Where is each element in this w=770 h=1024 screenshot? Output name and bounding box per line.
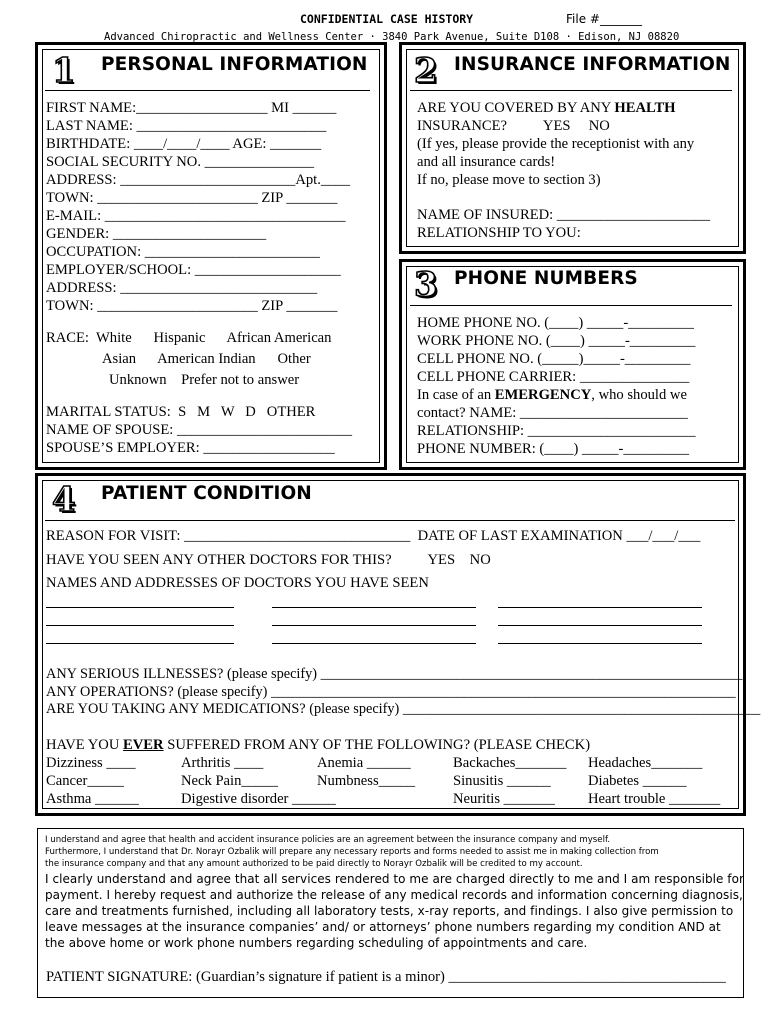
race-options-1[interactable]: RACE: White Hispanic African American xyxy=(46,330,332,346)
condition-checkbox[interactable]: Headaches_______ xyxy=(588,755,703,771)
condition-checkbox[interactable]: Sinusitis ______ xyxy=(453,773,551,789)
doctor-line[interactable] xyxy=(46,607,234,608)
health-coverage-question: ARE YOU COVERED BY ANY HEALTH xyxy=(417,100,676,116)
patient-signature-field[interactable]: PATIENT SIGNATURE: (Guardian’s signature if patient is a minor) ______________________________________ xyxy=(46,969,726,985)
reason-for-visit-field[interactable]: REASON FOR VISIT: _______________________________ DATE OF LAST EXAMINATION ___/___/___ xyxy=(46,528,701,544)
condition-checkbox[interactable]: Numbness_____ xyxy=(317,773,416,789)
section-3-title: PHONE NUMBERS xyxy=(454,268,638,289)
form-title: CONFIDENTIAL CASE HISTORY xyxy=(300,12,474,26)
section-1-title: PERSONAL INFORMATION xyxy=(101,54,368,75)
spouse-name-field[interactable]: NAME OF SPOUSE: ________________________ xyxy=(46,422,353,438)
condition-checkbox[interactable]: Digestive disorder ______ xyxy=(181,791,336,807)
section-2-title: INSURANCE INFORMATION xyxy=(454,54,731,75)
other-doctors-question[interactable]: HAVE YOU SEEN ANY OTHER DOCTORS FOR THIS? YES NO xyxy=(46,552,491,568)
email-field[interactable]: E-MAIL: _________________________________ xyxy=(46,208,346,224)
practice-address: Advanced Chiropractic and Wellness Center · 3840 Park Avenue, Suite D108 · Edison, NJ 08820 xyxy=(104,31,680,43)
insurance-note-2: and all insurance cards! xyxy=(417,154,556,170)
emergency-contact-name-field[interactable]: contact? NAME: _______________________ xyxy=(417,405,688,421)
spouse-employer-field[interactable]: SPOUSE’S EMPLOYER: __________________ xyxy=(46,440,335,456)
relationship-field[interactable]: RELATIONSHIP TO YOU: xyxy=(417,225,581,241)
consent-small-2: Furthermore, I understand that Dr. Norayr Ozbalik will prepare any necessary reports and forms needed to assist me in making collection from xyxy=(45,847,659,857)
section-1-rule xyxy=(45,90,370,91)
employer-field[interactable]: EMPLOYER/SCHOOL: ____________________ xyxy=(46,262,341,278)
birthdate-field[interactable]: BIRTHDATE: ____/____/____ AGE: _______ xyxy=(46,136,322,152)
consent-small-1: I understand and agree that health and accident insurance policies are an agreement between the insurance company and myself. xyxy=(45,835,611,845)
section-3-number: 3 xyxy=(414,265,438,305)
gender-field[interactable]: GENDER: _____________________ xyxy=(46,226,267,242)
serious-illnesses-field[interactable]: ANY SERIOUS ILLNESSES? (please specify) ___________________________________________________________ xyxy=(46,666,743,682)
condition-checkbox[interactable]: Anemia ______ xyxy=(317,755,411,771)
section-2-number: 2 xyxy=(414,51,438,91)
condition-checkbox[interactable]: Asthma ______ xyxy=(46,791,139,807)
condition-checkbox[interactable]: Arthritis ____ xyxy=(181,755,264,771)
consent-small-3: the insurance company and that any amount authorized to be paid directly to Norayr Ozbalik will be credited to my account. xyxy=(45,859,583,869)
last-name-field[interactable]: LAST NAME: __________________________ xyxy=(46,118,327,134)
emergency-question: In case of an EMERGENCY, who should we xyxy=(417,387,687,403)
condition-checkbox[interactable]: Neck Pain_____ xyxy=(181,773,278,789)
section-4-number: 4 xyxy=(52,480,76,520)
section-4-title: PATIENT CONDITION xyxy=(101,483,312,504)
doctor-line[interactable] xyxy=(272,607,476,608)
employer-town-field[interactable]: TOWN: ______________________ ZIP _______ xyxy=(46,298,338,314)
name-of-insured-field[interactable]: NAME OF INSURED: _____________________ xyxy=(417,207,711,223)
consent-text-3: care and treatments furnished, including all laboratory tests, x-ray reports, and findings. I also give permission to xyxy=(45,904,734,918)
doctor-line[interactable] xyxy=(46,625,234,626)
cell-phone-field[interactable]: CELL PHONE NO. (_____)_____-_________ xyxy=(417,351,691,367)
consent-text-2: payment. I hereby request and authorize the release of any medical records and information concerning diagnosis, xyxy=(45,888,743,902)
condition-checkbox[interactable]: Diabetes ______ xyxy=(588,773,687,789)
cell-carrier-field[interactable]: CELL PHONE CARRIER: _______________ xyxy=(417,369,690,385)
consent-text-1: I clearly understand and agree that all services rendered to me are charged directly to me and I am responsible for xyxy=(45,872,744,886)
race-options-3[interactable]: Unknown Prefer not to answer xyxy=(109,372,300,388)
condition-checkbox[interactable]: Backaches_______ xyxy=(453,755,567,771)
race-options-2[interactable]: Asian American Indian Other xyxy=(102,351,311,367)
address-field[interactable]: ADDRESS: ________________________Apt.____ xyxy=(46,172,351,188)
consent-text-4: leave messages at the insurance companies’ and/ or attorneys’ phone numbers regarding my condition AND at xyxy=(45,920,721,934)
doctor-names-label: NAMES AND ADDRESSES OF DOCTORS YOU HAVE SEEN xyxy=(46,575,429,591)
marital-status-options[interactable]: MARITAL STATUS: S M W D OTHER xyxy=(46,404,316,420)
employer-address-field[interactable]: ADDRESS: ___________________________ xyxy=(46,280,318,296)
insurance-note-1: (If yes, please provide the receptionist with any xyxy=(417,136,695,152)
occupation-field[interactable]: OCCUPATION: ________________________ xyxy=(46,244,320,260)
doctor-line[interactable] xyxy=(498,643,702,644)
file-number-label: File #_______ xyxy=(566,12,642,26)
doctor-line[interactable] xyxy=(498,625,702,626)
doctor-line[interactable] xyxy=(46,643,234,644)
town-field[interactable]: TOWN: ______________________ ZIP _______ xyxy=(46,190,338,206)
condition-checkbox[interactable]: Dizziness ____ xyxy=(46,755,136,771)
consent-text-5: the above home or work phone numbers regarding scheduling of appointments and care. xyxy=(45,936,588,950)
insurance-note-3: If no, please move to section 3) xyxy=(417,172,601,188)
condition-checkbox[interactable]: Heart trouble _______ xyxy=(588,791,721,807)
section-4-rule xyxy=(45,520,735,521)
doctor-line[interactable] xyxy=(272,625,476,626)
emergency-relationship-field[interactable]: RELATIONSHIP: _______________________ xyxy=(417,423,696,439)
condition-checkbox[interactable]: Cancer_____ xyxy=(46,773,124,789)
conditions-question: HAVE YOU EVER SUFFERED FROM ANY OF THE FOLLOWING? (PLEASE CHECK) xyxy=(46,737,591,753)
section-1-number: 1 xyxy=(52,51,76,91)
condition-checkbox[interactable]: Neuritis _______ xyxy=(453,791,555,807)
insurance-yes-no[interactable]: INSURANCE? YES NO xyxy=(417,118,610,134)
operations-field[interactable]: ANY OPERATIONS? (please specify) _________________________________________________________________ xyxy=(46,684,736,700)
doctor-line[interactable] xyxy=(498,607,702,608)
emergency-phone-field[interactable]: PHONE NUMBER: (____) _____-_________ xyxy=(417,441,690,457)
medications-field[interactable]: ARE YOU TAKING ANY MEDICATIONS? (please specify) __________________________________________________ xyxy=(46,701,761,717)
first-name-field[interactable]: FIRST NAME:__________________ MI ______ xyxy=(46,100,337,116)
home-phone-field[interactable]: HOME PHONE NO. (____) _____-_________ xyxy=(417,315,694,331)
section-3-rule xyxy=(410,305,732,306)
work-phone-field[interactable]: WORK PHONE NO. (____) _____-_________ xyxy=(417,333,696,349)
ssn-field[interactable]: SOCIAL SECURITY NO. _______________ xyxy=(46,154,315,170)
section-2-rule xyxy=(410,90,732,91)
doctor-line[interactable] xyxy=(272,643,476,644)
